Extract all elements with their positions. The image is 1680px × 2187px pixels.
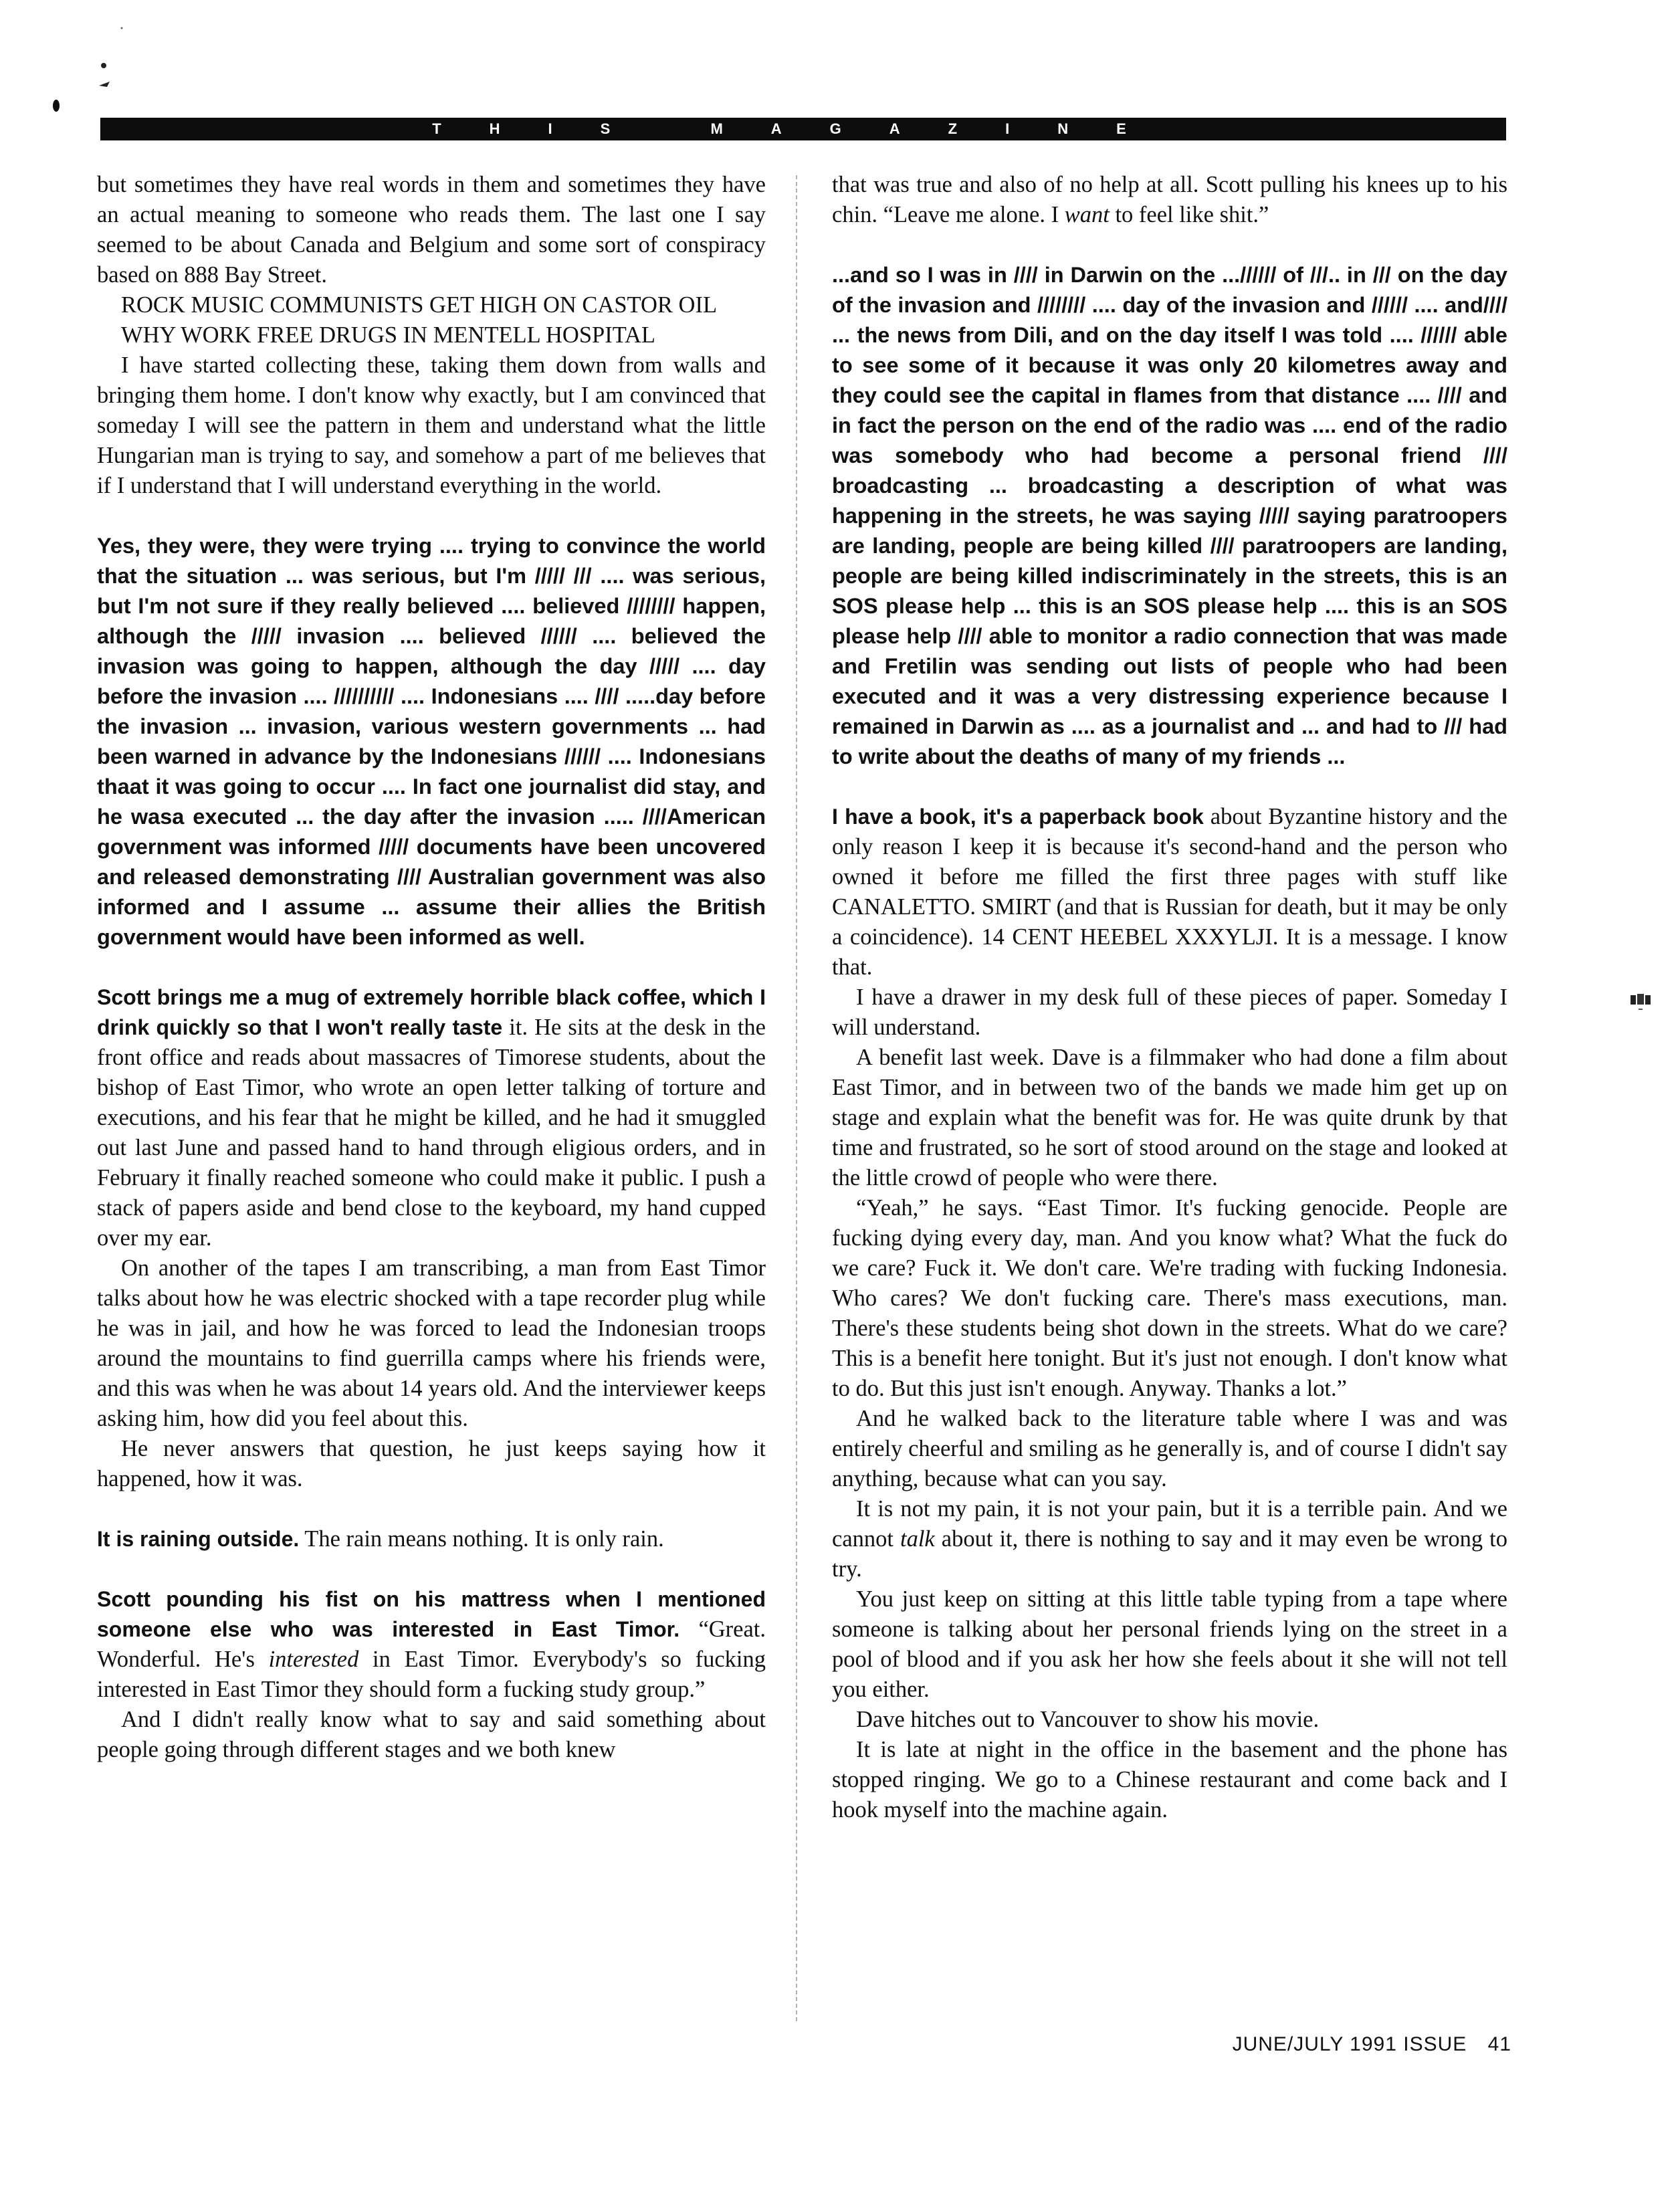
paragraph-benefit: A benefit last week. Dave is a filmmaker who had done a film about East Timor, and in between two of the bands we made him get up on stage and explain what the benefit was for. He was quite drunk by that time and frustrated, so he sort of stood around on the stage and looked at the little crowd of people who were there.: [832, 1045, 1507, 1190]
paragraph-book-text: about Byzantine history and the only reason I keep it is because it's second-hand and the person who owned it before me filled the first three pages with stuff like CANALETTO. SMIRT (and that is Russian for death, but it may be only a coincidence). 14 CENT HEEBEL XXXYLJI. It is a message. I know that.: [832, 804, 1507, 980]
paragraph-pain: [832, 1494, 1507, 1584]
paragraph-mattress: [97, 1584, 766, 1705]
lead-in-raining: It is raining outside.: [97, 1527, 300, 1551]
paragraph-collecting: I have started collecting these, taking them down from walls and bringing them home. I don't know why exactly, but I am convinced that someday I will see the pattern in them and understand what the little Hungarian man is trying to say, and somehow a part of me believes that if I understand that I will understand everything in the world.: [97, 352, 766, 498]
paragraph-leave-me-alone: [832, 170, 1507, 230]
transcript-block-1: Yes, they were, they were trying .... trying to convince the world that the situation ... was serious, but I'm ///// /// .... was serious, but I'm not sure if they really believed .... believed //////// happen, although the ///// invasion .... believed ////// .... believed the invasion was going to happen, although the day ///// .... day before the invasion .... ////////// .... Indonesians .... //// .....day before the invasion ... invasion, various western governments ... had been warned in advance by the Indonesians ////// .... Indonesians thaat it was going to occur .... In fact one journalist did stay, and he wasa executed ... the day after the invasion ..... ////American government was informed ///// documents have been uncovered and released demonstrating //// Australian government was also informed and I assume ... assume their allies the British government would have been informed as well.: [97, 534, 766, 949]
paragraph-coffee: [97, 982, 766, 1253]
found-note-2: WHY WORK FREE DRUGS IN MENTELL HOSPITAL: [121, 322, 656, 348]
left-column: [97, 170, 766, 2036]
paragraph-pain-text-b: about it, there is nothing to say and it may even be wrong to try.: [832, 1526, 1507, 1582]
paragraph-tapes: On another of the tapes I am transcribing, a man from East Timor talks about how he was electric shocked with a tape recorder plug while he was in jail, and how he was forced to lead the Indonesian troops around the mountains to find guerrilla camps where his friends were, and this was when he was about 14 years old. And the interviewer keeps asking him, how did you feel about this.: [97, 1255, 766, 1431]
paragraph-typing: You just keep on sitting at this little table typing from a tape where someone is talking about her personal friends lying on the street in a pool of blood and if you ask her how she feels about it she will not tell you either.: [832, 1586, 1507, 1702]
paragraph-never-answers: He never answers that question, he just keeps saying how it happened, how it was.: [97, 1436, 766, 1491]
paragraph-leave-emphasis: want: [1064, 202, 1110, 227]
right-column: [832, 170, 1507, 2036]
scan-specks: [40, 20, 134, 120]
transcript-block-2: ...and so I was in //// in Darwin on the ...////// of ///.. in /// on the day of the invasion and //////// .... day of the invasion and ////// .... and//// ... the news from Dili, and on the day itself I was told .... ////// able to see some of it because it was only 20 kilometres away and they could see the capital in flames from that distance .... //// and in fact the person on the end of the radio was .... end of the radio was somebody who had become a personal friend //// broadcasting ... broadcasting a description of what was happening in the streets, he was saying ///// saying paratroopers are landing, people are being killed //// paratroopers are landing, people are being killed indiscriminately in the streets, this is an SOS please help ... this is an SOS please help .... this is an SOS please help //// able to monitor a radio connection that was made and Fretilin was sending out lists of people who had been executed and it was a very distressing experience because I remained in Darwin as .... as a journalist and ... and had to /// had to write about the deaths of many of my friends ...: [832, 263, 1507, 768]
paragraph-mattress-text-a: “Great. Wonderful. He's: [97, 1617, 766, 1672]
column-divider: [796, 175, 797, 2021]
issue-label: JUNE/JULY 1991 ISSUE: [1232, 2033, 1467, 2055]
lead-in-mattress: Scott pounding his fist on his mattress when I mentioned someone else who was interested in East Timor.: [97, 1587, 766, 1641]
paragraph-stages: And I didn't really know what to say and said something about people going through different stages and we both knew: [97, 1707, 766, 1762]
paragraph-book: [832, 802, 1507, 982]
paragraph-raining: [97, 1524, 766, 1554]
paragraph-late-night: It is late at night in the office in the basement and the phone has stopped ringing. We go to a Chinese restaurant and come back and I hook myself into the machine again.: [832, 1737, 1507, 1822]
found-note-1: ROCK MUSIC COMMUNISTS GET HIGH ON CASTOR OIL: [121, 292, 718, 318]
page-footer: [1137, 2033, 1511, 2056]
paragraph-leave-text-b: to feel like shit.”: [1109, 202, 1269, 227]
paragraph-continued: but sometimes they have real words in them and sometimes they have an actual meaning to someone who reads them. The last one I say seemed to be about Canada and Belgium and some sort of conspiracy based on 888 Bay Street.: [97, 172, 766, 288]
lead-in-coffee: Scott brings me a mug of extremely horrible black coffee, which I drink quickly so that I won't really taste: [97, 985, 766, 1039]
paragraph-pain-text-a: It is not my pain, it is not your pain, but it is a terrible pain. And we cannot: [832, 1496, 1507, 1552]
paragraph-dave-quote: “Yeah,” he says. “East Timor. It's fucking genocide. People are fucking dying every day, man. And you know what? What the fuck do we care? Fuck it. We don't care. We're trading with fucking Indonesia. Who cares? We don't fucking care. There's mass executions, man. There's these students being shot down in the streets. What do we care? This is a benefit here tonight. But it's just not enough. I don't know what to do. But this just isn't enough. Anyway. Thanks a lot.”: [832, 1195, 1507, 1401]
paragraph-coffee-text: it. He sits at the desk in the front office and reads about massacres of Timorese students, about the bishop of East Timor, who wrote an open letter talking of torture and executions, and his fear that he might be killed, and he had it smuggled out last June and passed hand to hand through eligious orders, and in February it finally reached someone who could make it public. I push a stack of papers aside and bend close to the keyboard, my hand cupped over my ear.: [97, 1015, 766, 1251]
page-number: 41: [1487, 2033, 1511, 2055]
paragraph-leave-text-a: that was true and also of no help at all. Scott pulling his knees up to his chin. “Leave me alone. I: [832, 172, 1507, 227]
paragraph-raining-text: The rain means nothing. It is only rain.: [299, 1526, 664, 1552]
scan-margin-mark: [1628, 988, 1655, 1015]
magazine-title: THIS MAGAZINE: [432, 120, 1174, 137]
paragraph-drawer: I have a drawer in my desk full of these pieces of paper. Someday I will understand.: [832, 984, 1507, 1040]
magazine-header-bar: [100, 118, 1506, 140]
paragraph-mattress-emphasis: interested: [268, 1647, 359, 1672]
lead-in-book: I have a book, it's a paperback book: [832, 805, 1204, 829]
paragraph-pain-emphasis: talk: [900, 1526, 935, 1552]
paragraph-mattress-text-b: in East Timor. Everybody's so fucking interested in East Timor they should form a fucking study group.”: [97, 1647, 766, 1702]
paragraph-vancouver: Dave hitches out to Vancouver to show his movie.: [856, 1707, 1320, 1732]
paragraph-literature-table: And he walked back to the literature table where I was and was entirely cheerful and smiling as he generally is, and of course I didn't say anything, because what can you say.: [832, 1406, 1507, 1491]
